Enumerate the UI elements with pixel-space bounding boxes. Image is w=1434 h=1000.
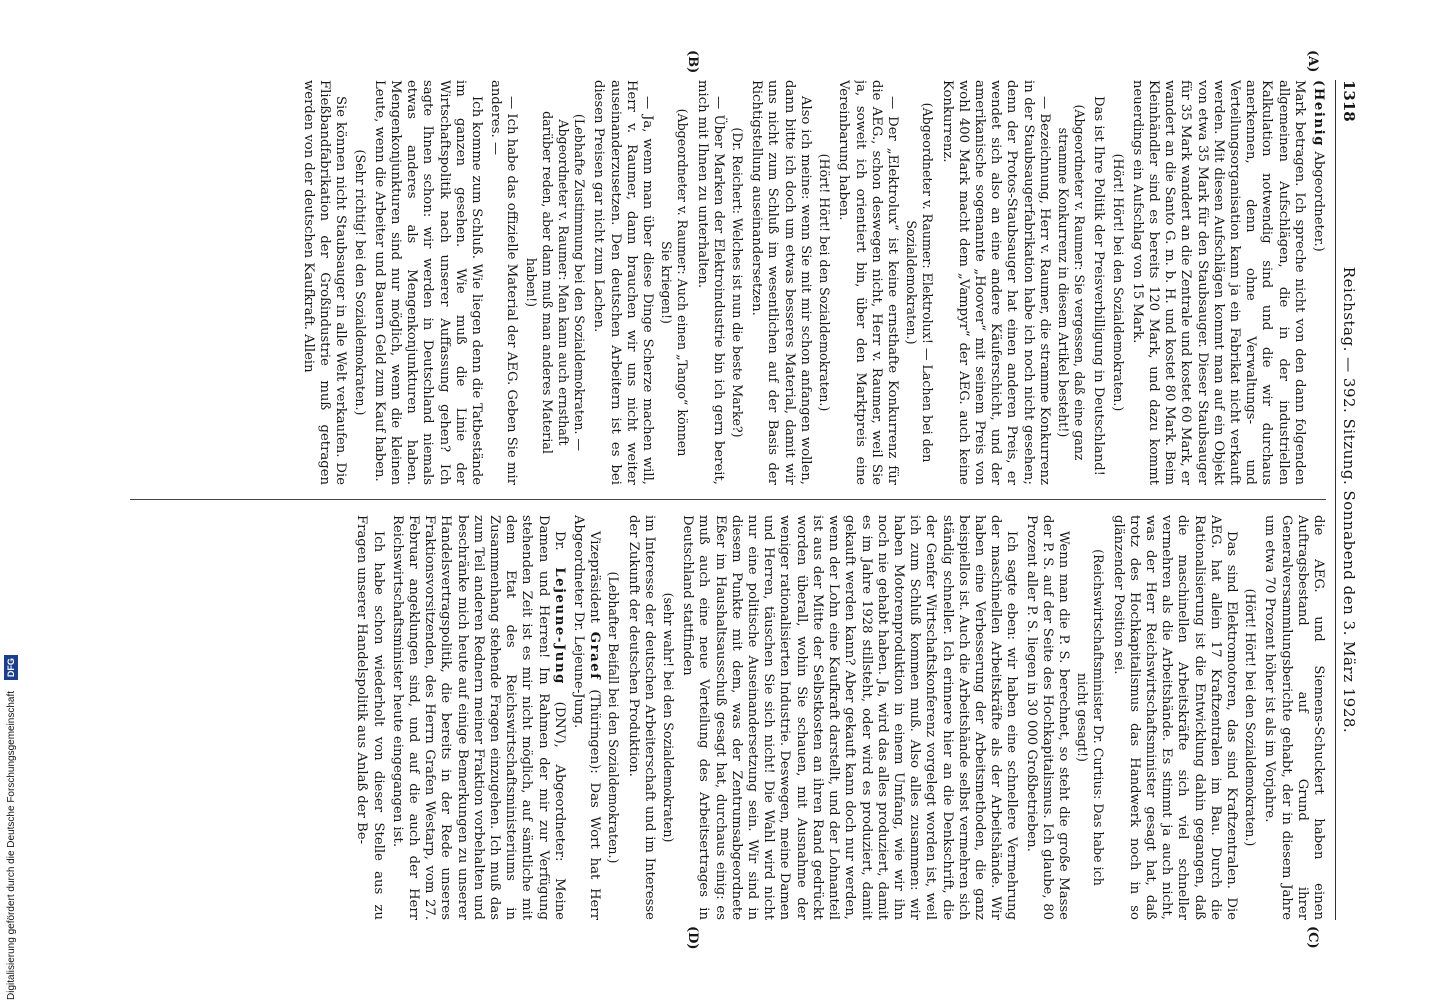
column-divider [130, 499, 1326, 500]
paragraph: — Über Marken der Elektroindustrie bin ich gern bereit, mich mit Ihnen zu unterhalten. [694, 80, 726, 485]
interjection: (Hört! Hört! bei den Sozialdemokraten.) [1110, 153, 1126, 412]
paragraph: Mark betragen. Ich spreche nicht von den dann folgenden allgemeinen Aufschlägen, die in der industriellen Kalkulation notwendig sind und die wir durchaus anerkennen, denn ohne Verwaltungs- und Verteilungsorganisation kann ja ein Fabrikat nicht verkauft werden. Mit diesen Aufschlägen kommt man auf ein Objekt von etwa 35 Mark für den Staubsauger. Dieser Staubsauger für 35 Mark wandert an die Zentrale und kostet 60 Mark, er wandert an die Santo G. m. b. H. und kostet 80 Mark. Beim Kleinhändler sind es bereits 120 Mark, und dazu kommt neuerdings ein Aufschlag von 15 Mark. [1129, 80, 1307, 485]
margin-mark-d: (D) [685, 926, 700, 950]
paragraph: im Interesse der deutschen Arbeiterschaft und im Interesse der Zukunft der deutschen Produktion. [625, 515, 657, 920]
interjection: (Dr. Reichert: Welches ist nun die beste Marke?) [730, 127, 746, 438]
page-number: 1318 [1340, 80, 1358, 122]
interjection: (Sehr richtig! bei den Sozialdemokraten.) [352, 149, 368, 416]
interjection: (Lebhafte Zustimmung bei den Sozialdemokraten. — Abgeordneter v. Raumer: Man kann auch ernsthaft darüber reden, aber dann muß man anderes Material haben!) [523, 111, 588, 454]
speaker-continuation: (Heinig Abgeordneter.) [1311, 80, 1326, 252]
paragraph: Wenn man die P. S. berechnet, so steht die große Masse der P. S. auf der Seite des Hochkapitalismus. Ich glaube, 80 Prozent aller P. S. liegen in 30 000 Großbetrieben. [1023, 515, 1071, 920]
interjection: (Abgeordneter v. Raumer: Sie vergessen, daß eine ganz stramme Konkurrenz in diesem Artikel besteht!) [1055, 104, 1088, 461]
interjection: (Abgeordneter v. Raumer: Elektrolux! — Lachen bei den Sozialdemokraten.) [904, 102, 936, 463]
paragraph: Sie können nicht Staubsauger in alle Welt verkaufen. Die Fließbandfabrikation der Großindustrie muß getragen werden von der deutschen Kaufkraft. Allein [301, 80, 349, 485]
paragraph: Das sind Elektromotoren, das sind Kraftzentralen. Die AEG. hat allein 17 Kraftzentralen im Bau. Durch die Rationalisierung ist die Entwicklung dahin gegangen, daß die maschinellen Arbeitskräfte sich viel schneller vermehren als die Arbeitshände. Es stimmt ja auch nicht, was der Herr Reichswirtschaftsminister gesagt hat, daß trotz des Hochkapitalismus das Handwerk noch in so glänzender Position sei. [1110, 515, 1239, 920]
paragraph: — Bezeichnung, Herr v. Raumer, die stramme Konkurrenz in der Staubsaugerfabrikation habe ich noch nicht gesehen; denn der Protos-Staubsauger hat einen anderen Preis, er wendet sich also an eine andere Käuferschicht, und der amerikanische sogenannte „Hoover“ mit seinem Preis von wohl 400 Mark macht dem „Vampyr“ der AEG. auch keine Konkurrenz. [939, 80, 1052, 485]
margin-mark-c: (C) [1305, 926, 1320, 949]
running-header [1335, 80, 1360, 920]
interjection: (Reichswirtschaftsminister Dr. Curtius: Das habe ich nicht gesagt!) [1075, 549, 1107, 886]
speaker-announcement: Vizepräsident Graef (Thüringen): Das Wort hat Herr Abgeordneter Dr. Lejeune-Jung. [571, 515, 603, 920]
paragraph: Ich komme zum Schluß. Wie liegen denn die Tatbestände im ganzen gesehen. Wie muß die Linie der Wirtschaftspolitik nach unserer Auffassung gehen? Ich sagte Ihnen schon: wir werden in Deutschland niemals etwas anderes als Mengenkonjunkturen haben. Mengenkonjunkturen sind nur möglich, wenn die kleinen Leute, wenn die Arbeiter und Bauern Geld zum Kauf haben. [371, 80, 485, 485]
paragraph: Ich habe schon wiederholt von dieser Stelle aus zu Fragen unserer Handelspolitik aus Anlaß der Be- [354, 515, 386, 920]
paragraph: — Ja, wenn man über diese Dinge Scherze machen will, Herr v. Raumer, dann brauchen wir uns nicht weiter auseinanderzusetzen. Den deutschen Arbeitern ist es bei diesen Preisen gar nicht zum Lachen. [591, 80, 656, 485]
interjection: (Hört! Hört! bei den Sozialdemokraten.) [817, 153, 833, 412]
rotated-page [120, 50, 1360, 950]
footer-text: Digitalisierung gefördert durch die Deutsche Forschungsgemeinschaft [6, 690, 17, 1000]
right-column [130, 515, 1326, 920]
interjection: (Lebhafter Beifall bei den Sozialdemokraten.) [606, 571, 622, 864]
interjection: (Hört! Hört! bei den Sozialdemokraten.) [1243, 588, 1259, 847]
left-column [130, 80, 1326, 485]
digitization-footer [4, 0, 20, 1000]
interjection: (Abgeordneter v. Raumer: Auch einen „Tango“ können Sie kriegen!) [659, 108, 691, 457]
paragraph: — Der „Elektrolux“ ist keine ernsthafte Konkurrenz für die AEG., schon deswegen nicht, Herr v. Raumer, weil Sie ja, soweit ich orientiert bin, über den Marktpreis eine Vereinbarung haben. [836, 80, 900, 485]
paragraph: — Ich habe das offizielle Material der AEG. Geben Sie mir anderes. — [488, 80, 520, 485]
margin-mark-a: (A) [1305, 50, 1320, 73]
margin-mark-b: (B) [685, 50, 700, 74]
paragraph: Das ist Ihre Politik der Preisverbilligung in Deutschland! [1091, 96, 1107, 476]
paragraph: die AEG. und Siemens-Schuckert haben einen Auftragsbestand auf Grund ihrer Generalversammlungsberichte gehabt, der in diesem Jahre um etwa 70 Prozent höher ist als im Vorjahre. [1262, 515, 1326, 920]
header-title: Reichstag. — 392. Sitzung. Sonnabend den 3. März 1928. [1340, 266, 1358, 734]
paragraph: Ich sagte eben: wir haben eine schnellere Vermehrung der maschinellen Arbeitskräfte als der Arbeitshände. Wir haben eine Verbesserung der Arbeitsmethoden, die ganz beispiellos ist. Auch die Arbeitshände selbst vermehren sich ständig schneller. Ich erinnere hier an die Denkschrift, die der Genfer Wirtschaftskonferenz vorgelegt worden ist, weil ich zum Schluß kommen muß. Also alles zusammen: wir haben Motorenproduktion in einem Umfang, wie wir ihn noch nie gehabt haben. Ja, wird das alles produziert, damit es im Jahre 1928 stillsteht, oder wird es produziert, damit gekauft werden kann? Aber gekauft kann doch nur werden, wenn der Lohn eine Kaufkraft darstellt, und der Lohnanteil ist aus der Mitte der Selbstkosten an ihren Rand gedrückt worden überall, wohin Sie schauen, mit Ausnahme der weniger rationalisierten Industrie. Deswegen, meine Damen und Herren, täuschen Sie sich nicht! Die Wahl wird nicht nur eine politische Auseinandersetzung sein. Wir sind in diesem Punkte mit dem, was der Zentrumsabgeordnete Eßer im Haushaltsausschuß gesagt hat, durchaus einig: es muß auch eine neue Verteilung des Arbeitsertrages in Deutschland stattfinden [680, 515, 1020, 920]
interjection: (sehr wahr! bei den Sozialdemokraten) [661, 592, 677, 843]
dfg-logo: DFG [4, 655, 18, 680]
speaker-paragraph: Dr. Lejeune-Jung (DNV), Abgeordneter: Meine Damen und Herren! Im Rahmen der mir zur Verfügung stehenden Zeit ist es mir nicht möglich, auf sämtliche mit dem Etat des Reichswirtschaftsministeriums in Zusammenhang stehende Fragen einzugehen. Ich muß das zum Teil anderen Rednern meiner Fraktion vorbehalten und beschränke mich heute auf einige Bemerkungen zu unserer Handelsvertragspolitik, die bereits in der Rede unseres Fraktionsvorsitzenden, des Herrn Grafen Westarp, vom 27. Februar angeklungen sind, und auf die auch der Herr Reichswirtschaftsminister heute eingegangen ist. [389, 515, 567, 920]
paragraph: Also ich meine: wenn Sie mit mir schon anfangen wollen, dann bitte ich doch um etwas besseres Material, damit wir uns nicht zum Schluß im wesentlichen auf der Basis der Richtigstellung auseinandersetzen. [749, 80, 813, 485]
